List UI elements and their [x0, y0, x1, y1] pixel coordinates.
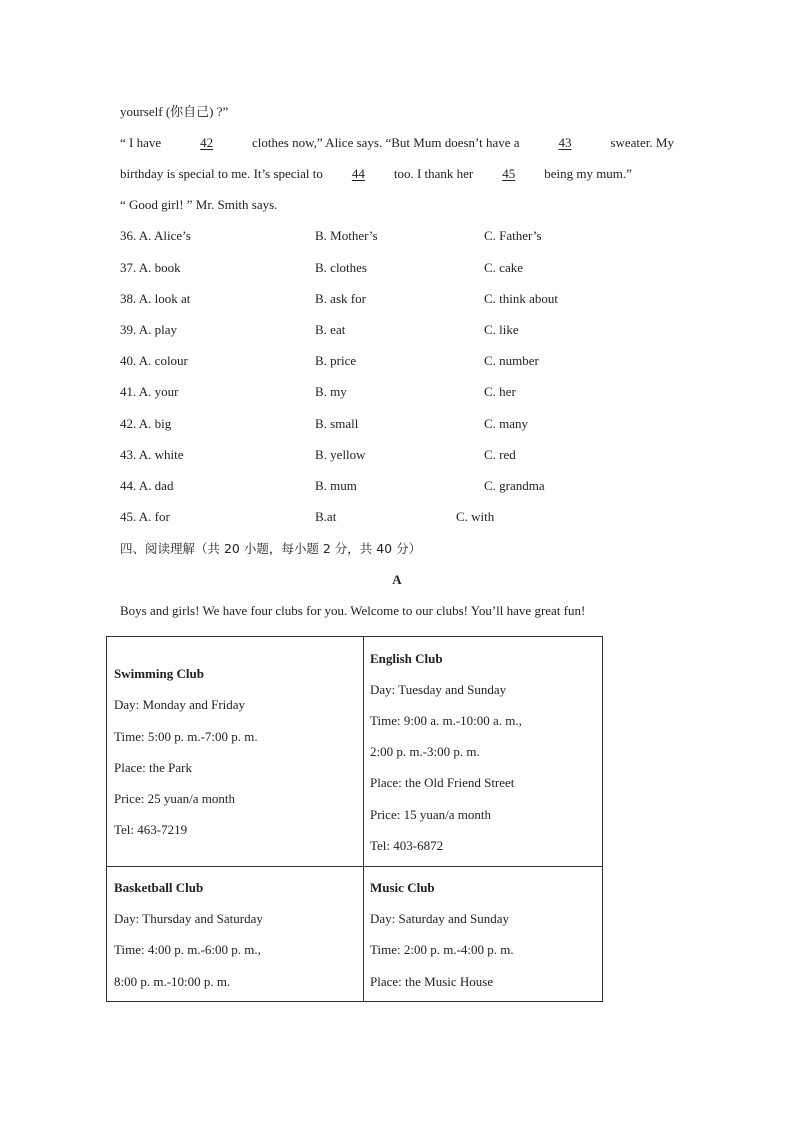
- passage-text: clothes now,” Alice says. “But Mum doesn’t have a: [252, 135, 520, 150]
- option-b: B. clothes: [315, 260, 367, 275]
- section-title: 四、阅读理解（共 20 小题，每小题 2 分，共 40 分）: [120, 541, 422, 556]
- option-row-36: [120, 228, 720, 244]
- option-row-37: [120, 260, 720, 276]
- section-intro: Boys and girls! We have four clubs for you. Welcome to our clubs! You’ll have great fun!: [120, 603, 586, 618]
- option-a: 40. A. colour: [120, 353, 188, 368]
- option-c: C. with: [456, 509, 495, 524]
- club-place: Place: the Park: [114, 760, 192, 775]
- blank-44: 44: [351, 166, 365, 181]
- club-day: Day: Monday and Friday: [114, 697, 246, 712]
- club-place: Place: the Music House: [370, 974, 494, 989]
- option-b: B. mum: [315, 478, 357, 493]
- option-row-38: [120, 291, 720, 307]
- club-time-2: 8:00 p. m.-10:00 p. m.: [114, 974, 231, 989]
- club-name: Music Club: [370, 880, 435, 895]
- option-c: C. grandma: [484, 478, 545, 493]
- option-a: 45. A. for: [120, 509, 170, 524]
- option-a: 43. A. white: [120, 447, 184, 462]
- passage-text: “ I have: [120, 135, 162, 150]
- club-day: Day: Saturday and Sunday: [370, 911, 510, 926]
- passage-line-2: [120, 135, 674, 151]
- option-c: C. number: [484, 353, 539, 368]
- club-price: Price: 25 yuan/a month: [114, 791, 235, 806]
- option-a: 38. A. look at: [120, 291, 191, 306]
- club-day: Day: Tuesday and Sunday: [370, 682, 507, 697]
- option-row-40: [120, 353, 720, 369]
- club-time: Time: 5:00 p. m.-7:00 p. m.: [114, 729, 258, 744]
- club-name: Swimming Club: [114, 666, 204, 681]
- club-tel: Tel: 403-6872: [370, 838, 444, 853]
- option-row-44: [120, 478, 720, 494]
- option-a: 39. A. play: [120, 322, 178, 337]
- passage-line-1: yourself (你自己) ?”: [120, 104, 229, 119]
- passage-line-4: “ Good girl! ” Mr. Smith says.: [120, 197, 278, 212]
- passage-text: sweater. My: [610, 135, 674, 150]
- option-a: 42. A. big: [120, 416, 172, 431]
- club-place: Place: the Old Friend Street: [370, 775, 515, 790]
- option-row-39: [120, 322, 720, 338]
- club-price: Price: 15 yuan/a month: [370, 807, 491, 822]
- option-b: B. my: [315, 384, 347, 399]
- club-time-2: 2:00 p. m.-3:00 p. m.: [370, 744, 480, 759]
- option-c: C. her: [484, 384, 516, 399]
- clubs-table: [106, 636, 603, 1002]
- option-row-41: [120, 384, 720, 400]
- option-c: C. like: [484, 322, 519, 337]
- club-name: Basketball Club: [114, 880, 204, 895]
- passage-text: birthday is special to me. It’s special to: [120, 166, 323, 181]
- option-b: B. price: [315, 353, 357, 368]
- option-c: C. red: [484, 447, 516, 462]
- option-a: 36. A. Alice’s: [120, 228, 191, 243]
- passage-text: too. I thank her: [393, 166, 474, 181]
- option-row-42: [120, 416, 720, 432]
- club-time: Time: 4:00 p. m.-6:00 p. m.,: [114, 942, 261, 957]
- option-c: C. many: [484, 416, 529, 431]
- club-tel: Tel: 463-7219: [114, 822, 188, 837]
- option-c: C. Father’s: [484, 228, 542, 243]
- club-time: Time: 2:00 p. m.-4:00 p. m.: [370, 942, 514, 957]
- option-a: 37. A. book: [120, 260, 181, 275]
- option-a: 41. A. your: [120, 384, 179, 399]
- blank-42: 42: [200, 135, 214, 150]
- option-c: C. think about: [484, 291, 559, 306]
- option-c: C. cake: [484, 260, 523, 275]
- option-b: B. Mother’s: [315, 228, 378, 243]
- option-a: 44. A. dad: [120, 478, 174, 493]
- option-b: B.at: [315, 509, 337, 524]
- option-b: B. yellow: [315, 447, 366, 462]
- option-b: B. eat: [315, 322, 346, 337]
- option-b: B. ask for: [315, 291, 366, 306]
- table-divider-horizontal: [107, 866, 602, 867]
- blank-45: 45: [502, 166, 516, 181]
- table-divider-vertical: [363, 637, 364, 1001]
- club-day: Day: Thursday and Saturday: [114, 911, 263, 926]
- passage-line-3: [120, 166, 632, 182]
- option-row-43: [120, 447, 720, 463]
- club-name: English Club: [370, 651, 443, 666]
- option-b: B. small: [315, 416, 359, 431]
- passage-text: being my mum.”: [544, 166, 632, 181]
- blank-43: 43: [558, 135, 572, 150]
- club-time: Time: 9:00 a. m.-10:00 a. m.,: [370, 713, 522, 728]
- option-row-45: [120, 509, 720, 525]
- passage-label: A: [392, 572, 402, 587]
